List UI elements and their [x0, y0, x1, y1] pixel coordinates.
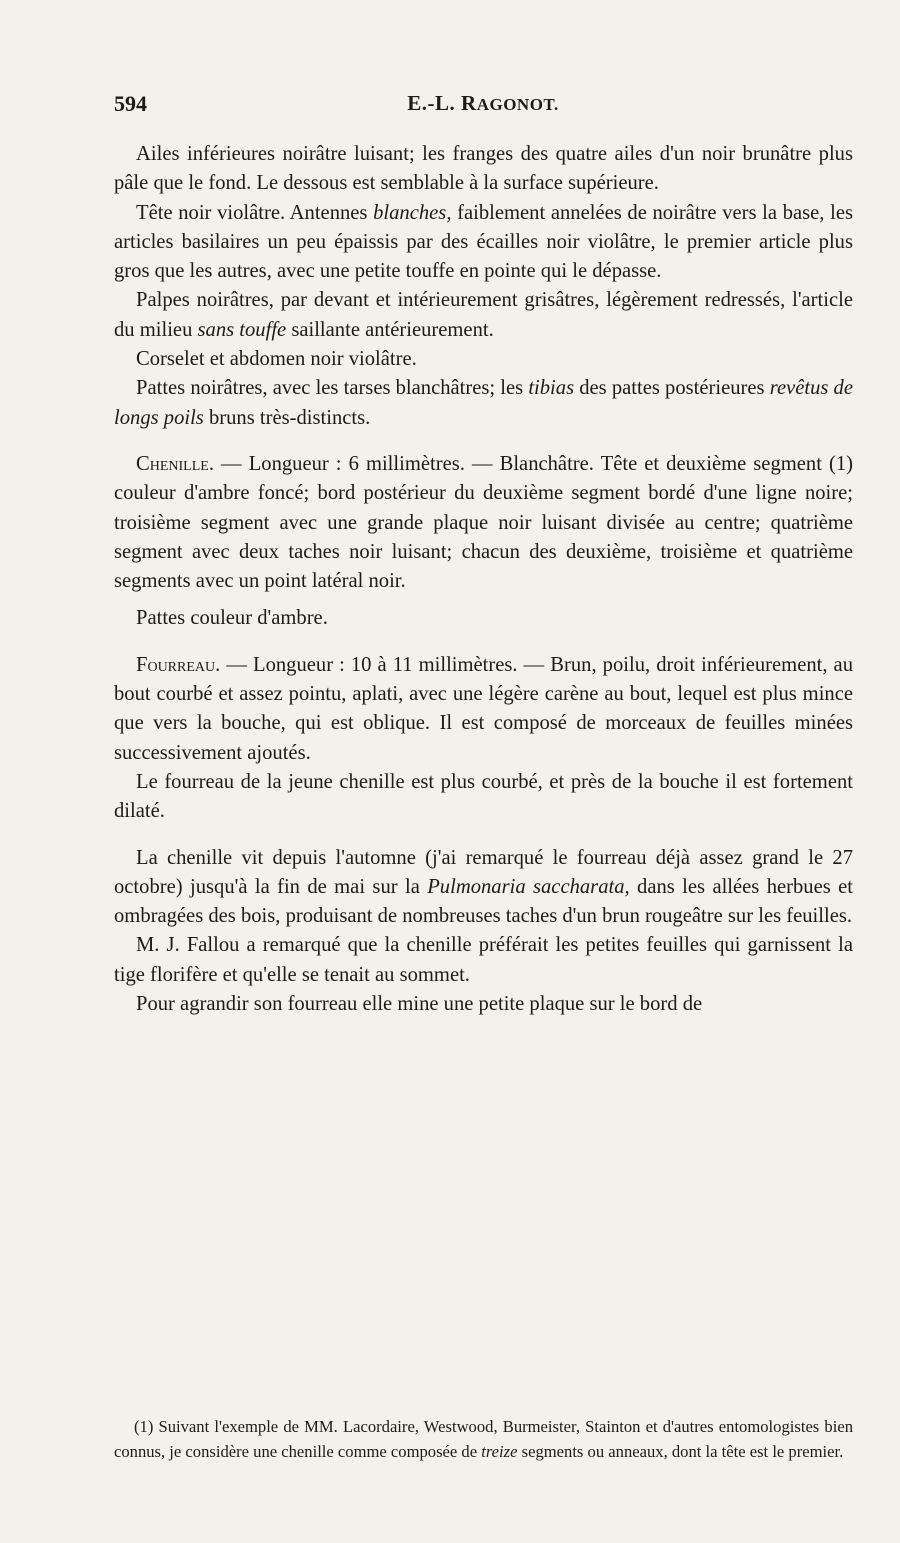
footnote-emphasis: treize [481, 1442, 518, 1461]
paragraph-caterpillar [114, 450, 853, 596]
paragraph-habitat [114, 844, 853, 932]
paragraph-wings [114, 140, 853, 199]
paragraph-wings-text: Ailes inférieures noirâtre luisant; les franges des quatre ailes d'un noir brunâtre plus pâle que le fond. Le dessous est semblable à la surface supérieure. [114, 143, 853, 195]
paragraph-young-case [114, 768, 853, 827]
running-head [114, 91, 852, 121]
paragraph-enlarge [114, 990, 853, 1019]
paragraph-legs-emphasis-hairs: revêtus de longs poils [114, 377, 853, 429]
paragraph-fallou [114, 931, 853, 990]
paragraph-caterpillar-legs [114, 604, 853, 633]
footnote-paragraph [114, 1414, 853, 1464]
paragraph-legs-text-c: bruns très-distincts. [203, 406, 371, 429]
paragraph-legs-text-a: Pattes noirâtres, avec les tarses blanchâtres; les [136, 377, 529, 400]
footnote-text-a: (1) Suivant l'exemple de MM. Lacordaire, Westwood, Burmeister, Stainton et d'autres entomologistes bien connus, je considère une chenille comme composée de [114, 1417, 853, 1461]
paragraph-legs-text-b: des pattes postérieures [574, 377, 770, 400]
section-label-case: Fourreau. [136, 653, 221, 676]
paragraph-palpi [114, 286, 853, 345]
paragraph-habitat-species: Pulmonaria saccharata, [427, 875, 630, 898]
paragraph-head-text-a: Tête noir violâtre. Antennes [136, 201, 374, 224]
paragraph-fallou-text: M. J. Fallou a remarqué que la chenille préférait les petites feuilles qui garnissent la tige florifère et qu'elle se tenait au sommet. [114, 934, 853, 986]
body-text [114, 140, 853, 1019]
paragraph-palpi-text-b: saillante antérieurement. [286, 318, 494, 341]
paragraph-habitat-text-b: dans les allées herbues et ombragées des bois, produisant de nombreuses taches d'un brun rougeâtre sur les feuilles. [114, 875, 853, 928]
paragraph-habitat-text-a: La chenille vit depuis l'automne (j'ai remarqué le fourreau déjà assez grand le 27 octobre) jusqu'à la fin de mai sur la [114, 846, 853, 898]
paragraph-caterpillar-text: — Longueur : 6 millimètres. — Blanchâtre. Tête et deuxième segment (1) couleur d'ambre foncé; bord postérieur du deuxième segment bordé d'une ligne noire; troisième segment avec une grande plaque noir luisant divisée au centre; quatrième segment avec deux taches noir luisant; chacun des deuxième, troisième et quatrième segments avec un point latéral noir. [114, 452, 853, 593]
paragraph-head-text-b: faiblement annelées de noirâtre vers la base, les articles basilaires un peu épaissis par des écailles noir violâtre, le premier article plus gros que les autres, avec une petite touffe en pointe qui le dépasse. [114, 201, 853, 283]
section-label-caterpillar: Chenille. [136, 452, 214, 475]
paragraph-legs [114, 374, 853, 433]
paragraph-legs-emphasis-tibias: tibias [528, 377, 575, 400]
paragraph-thorax [114, 345, 853, 374]
paragraph-case [114, 651, 853, 768]
page-number: 594 [114, 91, 147, 116]
footnote-text-b: segments ou anneaux, dont la tête est le premier. [517, 1442, 844, 1461]
paragraph-enlarge-text: Pour agrandir son fourreau elle mine une petite plaque sur le bord de [136, 993, 703, 1016]
footnote [114, 1414, 853, 1464]
running-head-author [114, 91, 852, 116]
paragraph-case-text: — Longueur : 10 à 11 millimètres. — Brun, poilu, droit inférieurement, au bout courbé et assez pointu, aplati, avec une légère carène au bout, lequel est plus mince que vers la bouche, qui est oblique. Il est composé de morceaux de feuilles minées successivement ajoutés. [114, 653, 853, 764]
paragraph-caterpillar-legs-text: Pattes couleur d'ambre. [136, 607, 328, 630]
author-surname-rest: AGONOT. [476, 95, 559, 114]
paragraph-palpi-text-a: Palpes noirâtres, par devant et intérieurement grisâtres, légèrement redressés, l'article du milieu [114, 289, 853, 341]
paragraph-head-emphasis: blanches, [373, 201, 452, 224]
paragraph-young-case-text: Le fourreau de la jeune chenille est plus courbé, et près de la bouche il est fortement dilaté. [114, 770, 853, 823]
paragraph-palpi-emphasis: sans touffe [197, 318, 287, 341]
paragraph-thorax-text: Corselet et abdomen noir violâtre. [136, 348, 417, 371]
author-initials: E.-L. R [407, 91, 477, 115]
paragraph-head [114, 199, 853, 287]
